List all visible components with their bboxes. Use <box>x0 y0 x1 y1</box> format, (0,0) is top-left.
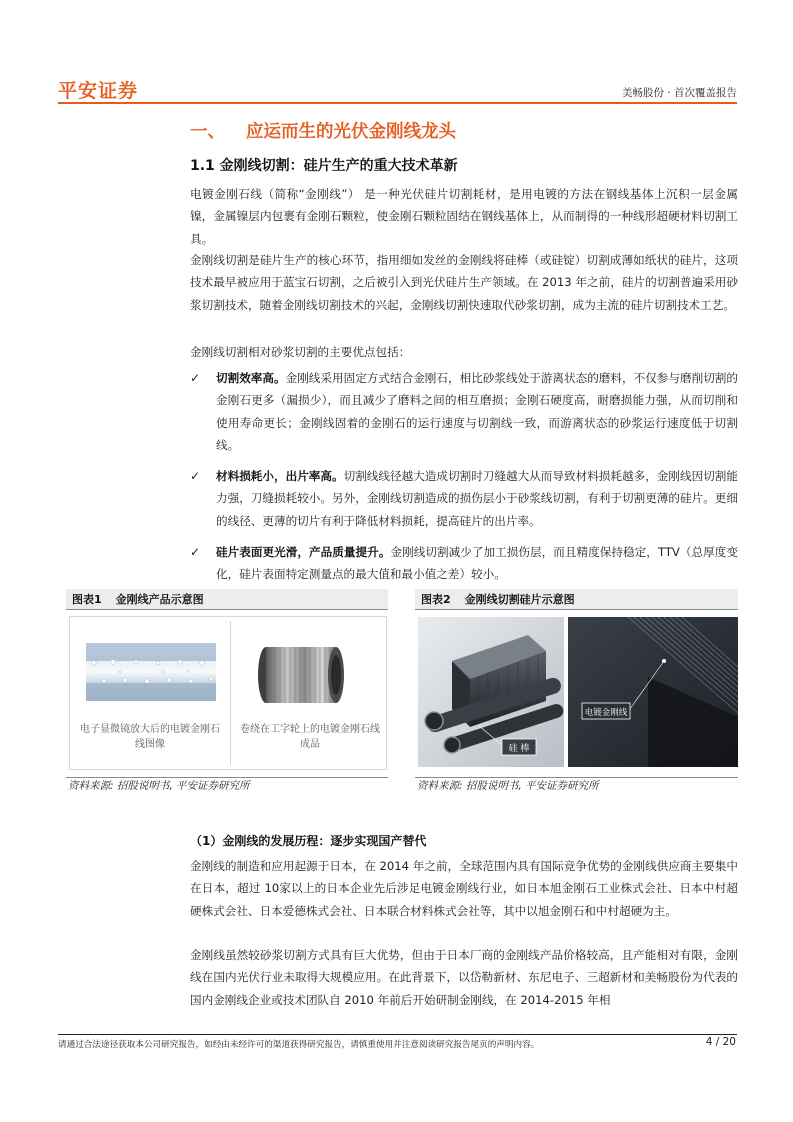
page-number: 4 / 20 <box>705 1036 736 1048</box>
figure2-source: 资料来源: 招股说明书, 平安证券研究所 <box>415 777 738 795</box>
paragraph-localization: 金刚线虽然较砂浆切割方式具有巨大优势，但由于日本厂商的金刚线产品价格较高，且产能相对有限，金刚线在国内光伏行业未取得大规模应用。在此背景下，以岱勒新材、东尼电子、三超新材和美畅股份为代表的国内金刚线企业或技术团队自 2010 年前后开始研制金刚线，在 2014-2015 年相 <box>190 948 738 1007</box>
brand-logo: 平安证券 <box>58 80 139 102</box>
header-divider <box>58 102 737 104</box>
figure2-label: 图表2 <box>421 593 451 606</box>
paragraph-intro <box>190 341 738 363</box>
checkmark-icon: ✓ <box>190 469 201 484</box>
list-item-title: 切割效率高。 <box>216 371 286 385</box>
paragraph-text: 金刚线切割相对砂浆切割的主要优点包括： <box>190 345 411 359</box>
figure1-caption-right: 卷绕在工字轮上的电镀金刚石线成品 <box>240 724 380 750</box>
paragraph-text: 金刚线切割是硅片生产的核心环节，指用细如发丝的金刚线将硅棒（或硅锭）切割成薄如纸状的硅片，这项技术最早被应用于蓝宝石切割，之后被引入到光伏硅片生产领域。在 2013 年之前，硅片的切割普遍采用砂浆切割技术，随着金刚线切割技术的兴起，金刚线切割快速取代砂浆切割，成为主流的硅片切割技术工艺。 <box>190 253 738 312</box>
figure2-image <box>418 617 738 767</box>
section-title: 应运而生的光伏金刚线龙头 <box>246 122 456 142</box>
figure2-title: 金刚线切割硅片示意图 <box>464 593 575 606</box>
figure2-header <box>415 589 738 610</box>
figure1-header <box>66 589 388 610</box>
figure1-caption-left: 电子显微镜放大后的电镀金刚石线图像 <box>80 724 220 750</box>
list-item-text: 切割线线径越大造成切割时刀缝越大从而导致材料损耗越多，金刚线因切割能力强，刀缝损耗较小。另外，金刚线切割造成的损伤层小于砂浆线切割，有利于切割更薄的硅片。更细的线径、更薄的切片有利于降低材料损耗，提高硅片的出片率。 <box>216 469 738 528</box>
figure1-divider <box>230 621 231 765</box>
paragraph-text: 电镀金刚石线（简称“金刚线”） 是一种光伏硅片切割耗材，是用电镀的方法在钢线基体上沉积一层金属镍，金属镍层内包裹有金刚石颗粒，使金刚石颗粒固结在钢线基体上，从而制得的一种线形超硬材料切割工具。 <box>190 187 738 246</box>
list-item-title: 硅片表面更光滑，产品质量提升。 <box>216 545 391 560</box>
subsection-heading: 1.1 金刚线切割：硅片生产的重大技术革新 <box>190 158 458 174</box>
report-title: 美畅股份 · 首次覆盖报告 <box>621 87 737 99</box>
figure1-image <box>69 616 387 770</box>
footer-divider <box>58 1034 737 1035</box>
list-item-text: 金刚线切割减少了加工损伤层，而且精度保持稳定，TTV（总厚度变化，硅片表面特定测量点的最大值和最小值之差）较小。 <box>216 545 738 582</box>
footer-disclaimer: 请通过合法途径获取本公司研究报告，如经由未经许可的渠道获得研究报告，请慎重使用并注意阅读研究报告尾页的声明内容。 <box>58 1040 540 1050</box>
wire-tag: 电镀金刚线 <box>584 708 628 718</box>
paragraph-history <box>190 249 738 316</box>
paragraph-origin: 金刚线的制造和应用起源于日本，在 2014 年之前，全球范围内具有国际竞争优势的金刚线供应商主要集中在日本，超过 10家以上的日本企业先后涉足电镀金刚线行业，如日本旭金刚石工业株式会社、日本中村超硬株式会社、日本爱德株式会社、日本联合材料株式会社等，其中以旭金刚石和中村超硬为主。 <box>190 859 738 918</box>
list-item-title: 材料损耗小，出片率高。 <box>216 469 344 484</box>
subsection2-heading: （1）金刚线的发展历程：逐步实现国产替代 <box>190 834 427 848</box>
section-number: 一、 <box>190 122 225 142</box>
list-item <box>190 367 738 456</box>
ingot-tag: 硅 棒 <box>508 744 530 754</box>
advantages-list <box>190 367 738 595</box>
checkmark-icon: ✓ <box>190 545 201 560</box>
section-heading <box>190 118 456 143</box>
figure2-illustration <box>418 617 738 767</box>
figure1-source: 资料来源: 招股说明书, 平安证券研究所 <box>66 777 388 795</box>
checkmark-icon: ✓ <box>190 371 201 385</box>
paragraph-definition <box>190 183 738 250</box>
list-item-text: 金刚线采用固定方式结合金刚石，相比砂浆线处于游离状态的磨料，不仅参与磨削切割的金刚石更多（漏损少），而且减少了磨料之间的相互磨损；金刚石硬度高，耐磨损能力强，从而切削和使用寿命更长；金刚线固着的金刚石的运行速度与切割线一致，而游离状态的砂浆运行速度低于切割线。 <box>216 371 738 452</box>
list-item <box>190 465 738 532</box>
figure1-title: 金刚线产品示意图 <box>115 593 204 606</box>
figure1-label: 图表1 <box>72 593 102 606</box>
list-item <box>190 541 738 586</box>
